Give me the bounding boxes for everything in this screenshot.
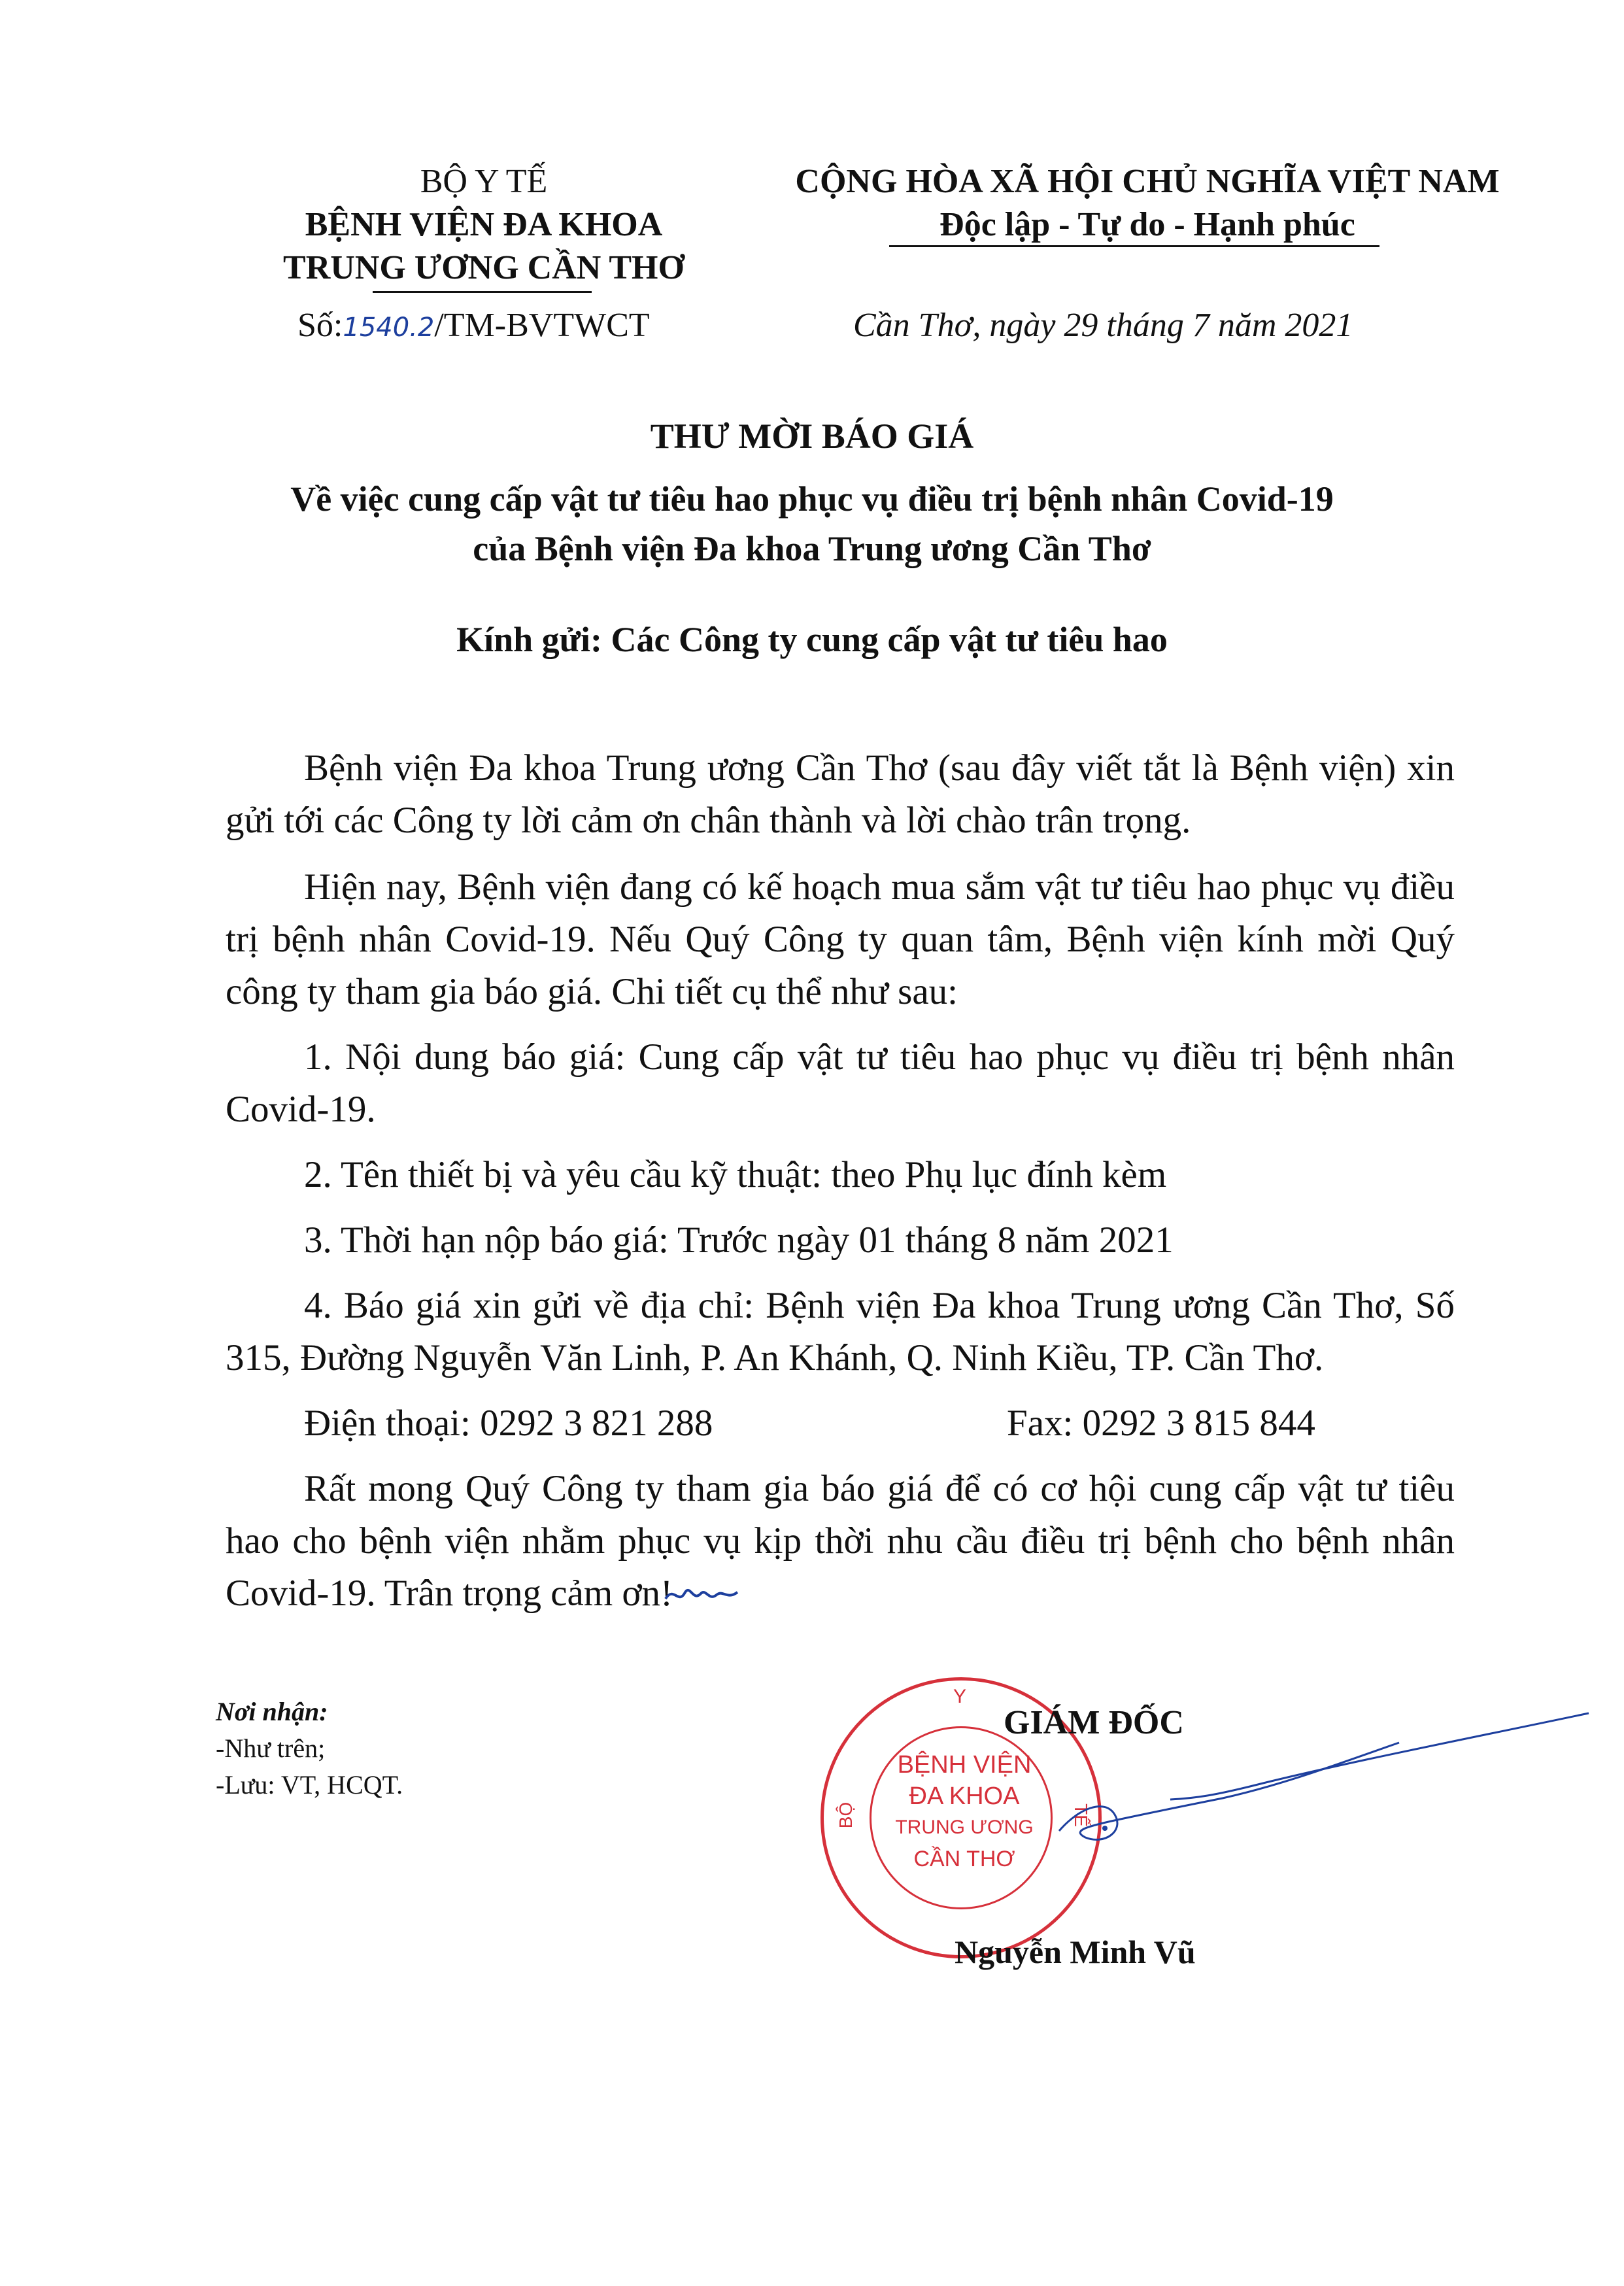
item-content: 1. Nội dung báo giá: Cung cấp vật tư tiêu hao phục vụ điều trị bệnh nhân Covid-19. [226, 1036, 1455, 1130]
seal-line3: TRUNG ƯƠNG [895, 1817, 1034, 1838]
phone-number: Điện thoại: 0292 3 821 288 [304, 1403, 713, 1444]
nation-name: CỘNG HÒA XÃ HỘI CHỦ NGHĨA VIỆT NAM [795, 163, 1500, 200]
org-name-line2: TRUNG ƯƠNG CẦN THƠ [283, 249, 685, 286]
recipient-line1: -Như trên; [216, 1733, 326, 1763]
seal-ring-right: TẾ [1070, 1803, 1091, 1827]
handwritten-initials [660, 1573, 752, 1618]
org-underline [373, 291, 592, 293]
doc-number-suffix: /TM-BVTWCT [434, 307, 650, 344]
signatory-name: Nguyễn Minh Vũ [955, 1934, 1196, 1970]
seal-line4: CẦN THƠ [913, 1847, 1015, 1871]
recipients-heading: Nơi nhận: [216, 1697, 328, 1726]
seal-line1: BỆNH VIỆN [897, 1751, 1032, 1779]
paragraph-intro: Bệnh viện Đa khoa Trung ương Cần Thơ (sau đây viết tắt là Bệnh viện) xin gửi tới các Công ty lời cảm ơn chân thành và lời chào trân trọng. [226, 747, 1455, 841]
addressee: Kính gửi: Các Công ty cung cấp vật tư tiêu hao [456, 620, 1168, 659]
header-left [248, 160, 719, 290]
fax-number: Fax: 0292 3 815 844 [1007, 1403, 1315, 1444]
org-name-line1: BỆNH VIỆN ĐA KHOA [305, 206, 663, 243]
signatory-title: GIÁM ĐỐC [1004, 1704, 1184, 1741]
item-deadline: 3. Thời hạn nộp báo giá: Trước ngày 01 tháng 8 năm 2021 [304, 1220, 1174, 1261]
item-equipment: 2. Tên thiết bị và yêu cầu kỹ thuật: theo Phụ lục đính kèm [304, 1154, 1167, 1195]
ministry-name: BỘ Y TẾ [420, 163, 548, 200]
paragraph-closing: Rất mong Quý Công ty tham gia báo giá để có cơ hội cung cấp vật tư tiêu hao cho bệnh viện nhằm phục vụ kịp thời nhu cầu điều trị bệnh cho bệnh nhân Covid-19. Trân trọng cảm ơn! [226, 1468, 1455, 1614]
letter-title: THƯ MỜI BÁO GIÁ [650, 417, 974, 456]
item-address: 4. Báo giá xin gửi về địa chỉ: Bệnh viện Đa khoa Trung ương Cần Thơ, Số 315, Đường Nguyễn Văn Linh, P. An Khánh, Q. Ninh Kiều, TP. Cần Thơ. [226, 1285, 1455, 1378]
national-motto: Độc lập - Tự do - Hạnh phúc [939, 206, 1355, 243]
seal-line2: ĐA KHOA [909, 1783, 1020, 1810]
recipient-line2: -Lưu: VT, HCQT. [216, 1770, 403, 1800]
doc-number [297, 304, 755, 349]
paragraph-invitation: Hiện nay, Bệnh viện đang có kế hoạch mua sắm vật tư tiêu hao phục vụ điều trị bệnh nhân Covid-19. Nếu Quý Công ty quan tâm, Bệnh viện kính mời Quý công ty tham gia báo giá. Chi tiết cụ thể như sau: [226, 866, 1455, 1012]
doc-number-handwritten: 1540.2 [343, 313, 435, 343]
header-right [739, 160, 1556, 247]
doc-number-prefix: Số: [297, 307, 343, 344]
letter-body [226, 742, 1455, 1620]
seal-ring-top: Y [953, 1686, 967, 1707]
place-date: Cần Thơ, ngày 29 tháng 7 năm 2021 [853, 307, 1353, 344]
subject-line2: của Bệnh viện Đa khoa Trung ương Cần Thơ [473, 529, 1151, 568]
signature-scribble [1007, 1700, 1595, 1870]
contact-line [226, 1397, 1455, 1450]
letter-subject [0, 474, 1624, 573]
seal-ring-left: BỘ [836, 1801, 856, 1829]
motto-underline [889, 245, 1379, 247]
subject-line1: Về việc cung cấp vật tư tiêu hao phục vụ điều trị bệnh nhân Covid-19 [290, 479, 1334, 519]
recipients-block [216, 1694, 403, 1803]
